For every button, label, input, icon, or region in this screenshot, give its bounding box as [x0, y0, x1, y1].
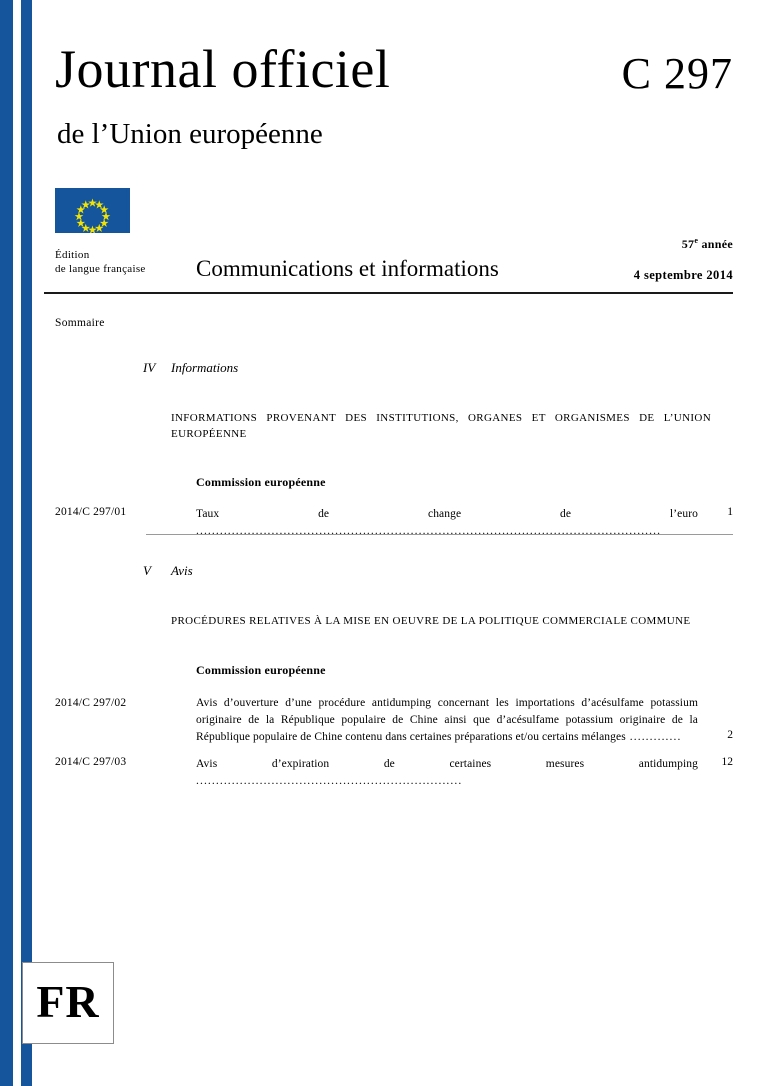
entry-page-number[interactable]: 12: [721, 756, 733, 768]
section-caps-v: PROCÉDURES RELATIVES À LA MISE EN OEUVRE DE LA POLITIQUE COMMERCIALE COMMUNE: [171, 615, 691, 627]
part-number-iv: IV: [143, 360, 156, 375]
entry-title-text: Avis d’expiration de certaines mesures antidumping: [196, 758, 698, 770]
issue-code: C 297: [621, 49, 733, 98]
publication-subtitle: de l’Union européenne: [57, 118, 323, 150]
left-blue-bar-outer: [0, 0, 13, 1086]
entry-leader-dots: .............: [625, 731, 682, 743]
entry-title[interactable]: [196, 695, 698, 746]
contents-heading: Sommaire: [55, 317, 105, 329]
contents-divider-1: [146, 534, 733, 535]
section-caps-iv: INFORMATIONS PROVENANT DES INSTITUTIONS, ORGANES ET ORGANISMES DE L’UNION EUROPÉENNE: [171, 412, 711, 440]
organisation-v: Commission européenne: [196, 663, 326, 677]
entry-page-number[interactable]: 1: [727, 506, 733, 518]
edition-label: Édition: [55, 249, 90, 261]
entry-reference[interactable]: 2014/C 297/02: [55, 697, 127, 709]
part-number-v: V: [143, 563, 151, 578]
organisation-iv: Commission européenne: [196, 475, 326, 489]
volume-year-word: année: [698, 237, 733, 251]
language-code-label: FR: [36, 976, 100, 1028]
entry-leader-dots: .....................................................................................................................: [196, 525, 662, 537]
masthead-divider: [44, 292, 733, 294]
series-title: Communications et informations: [196, 256, 499, 281]
volume-year-ordinal: e: [694, 236, 699, 245]
part-label-v: Avis: [171, 563, 193, 578]
left-blue-bar-inner: [21, 0, 32, 1086]
entry-title-text: Taux de change de l’euro: [196, 508, 698, 520]
entry-reference[interactable]: 2014/C 297/01: [55, 506, 127, 518]
entry-page-number[interactable]: 2: [727, 729, 733, 741]
entry-title[interactable]: [196, 756, 698, 790]
entry-title-text: Avis d’ouverture d’une procédure antidumping concernant les importations d’acésulfame potassium originaire de la République populaire de Chine ainsi que d’acésulfame potassium originaire de la République populaire de Chine contenu dans certaines préparations et/ou certains mélanges: [196, 697, 698, 743]
edition-language: de langue française: [55, 263, 146, 275]
volume-year: [682, 236, 733, 252]
entry-leader-dots: ...................................................................: [196, 775, 463, 787]
entry-reference[interactable]: 2014/C 297/03: [55, 756, 127, 768]
language-code-box: [22, 962, 114, 1044]
volume-year-number: 57: [681, 237, 695, 251]
publication-date: 4 septembre 2014: [633, 268, 733, 282]
part-label-iv: Informations: [171, 360, 239, 375]
publication-title: Journal officiel: [55, 39, 391, 99]
edition-language-label: [55, 248, 146, 276]
european-union-flag-icon: [55, 188, 130, 233]
